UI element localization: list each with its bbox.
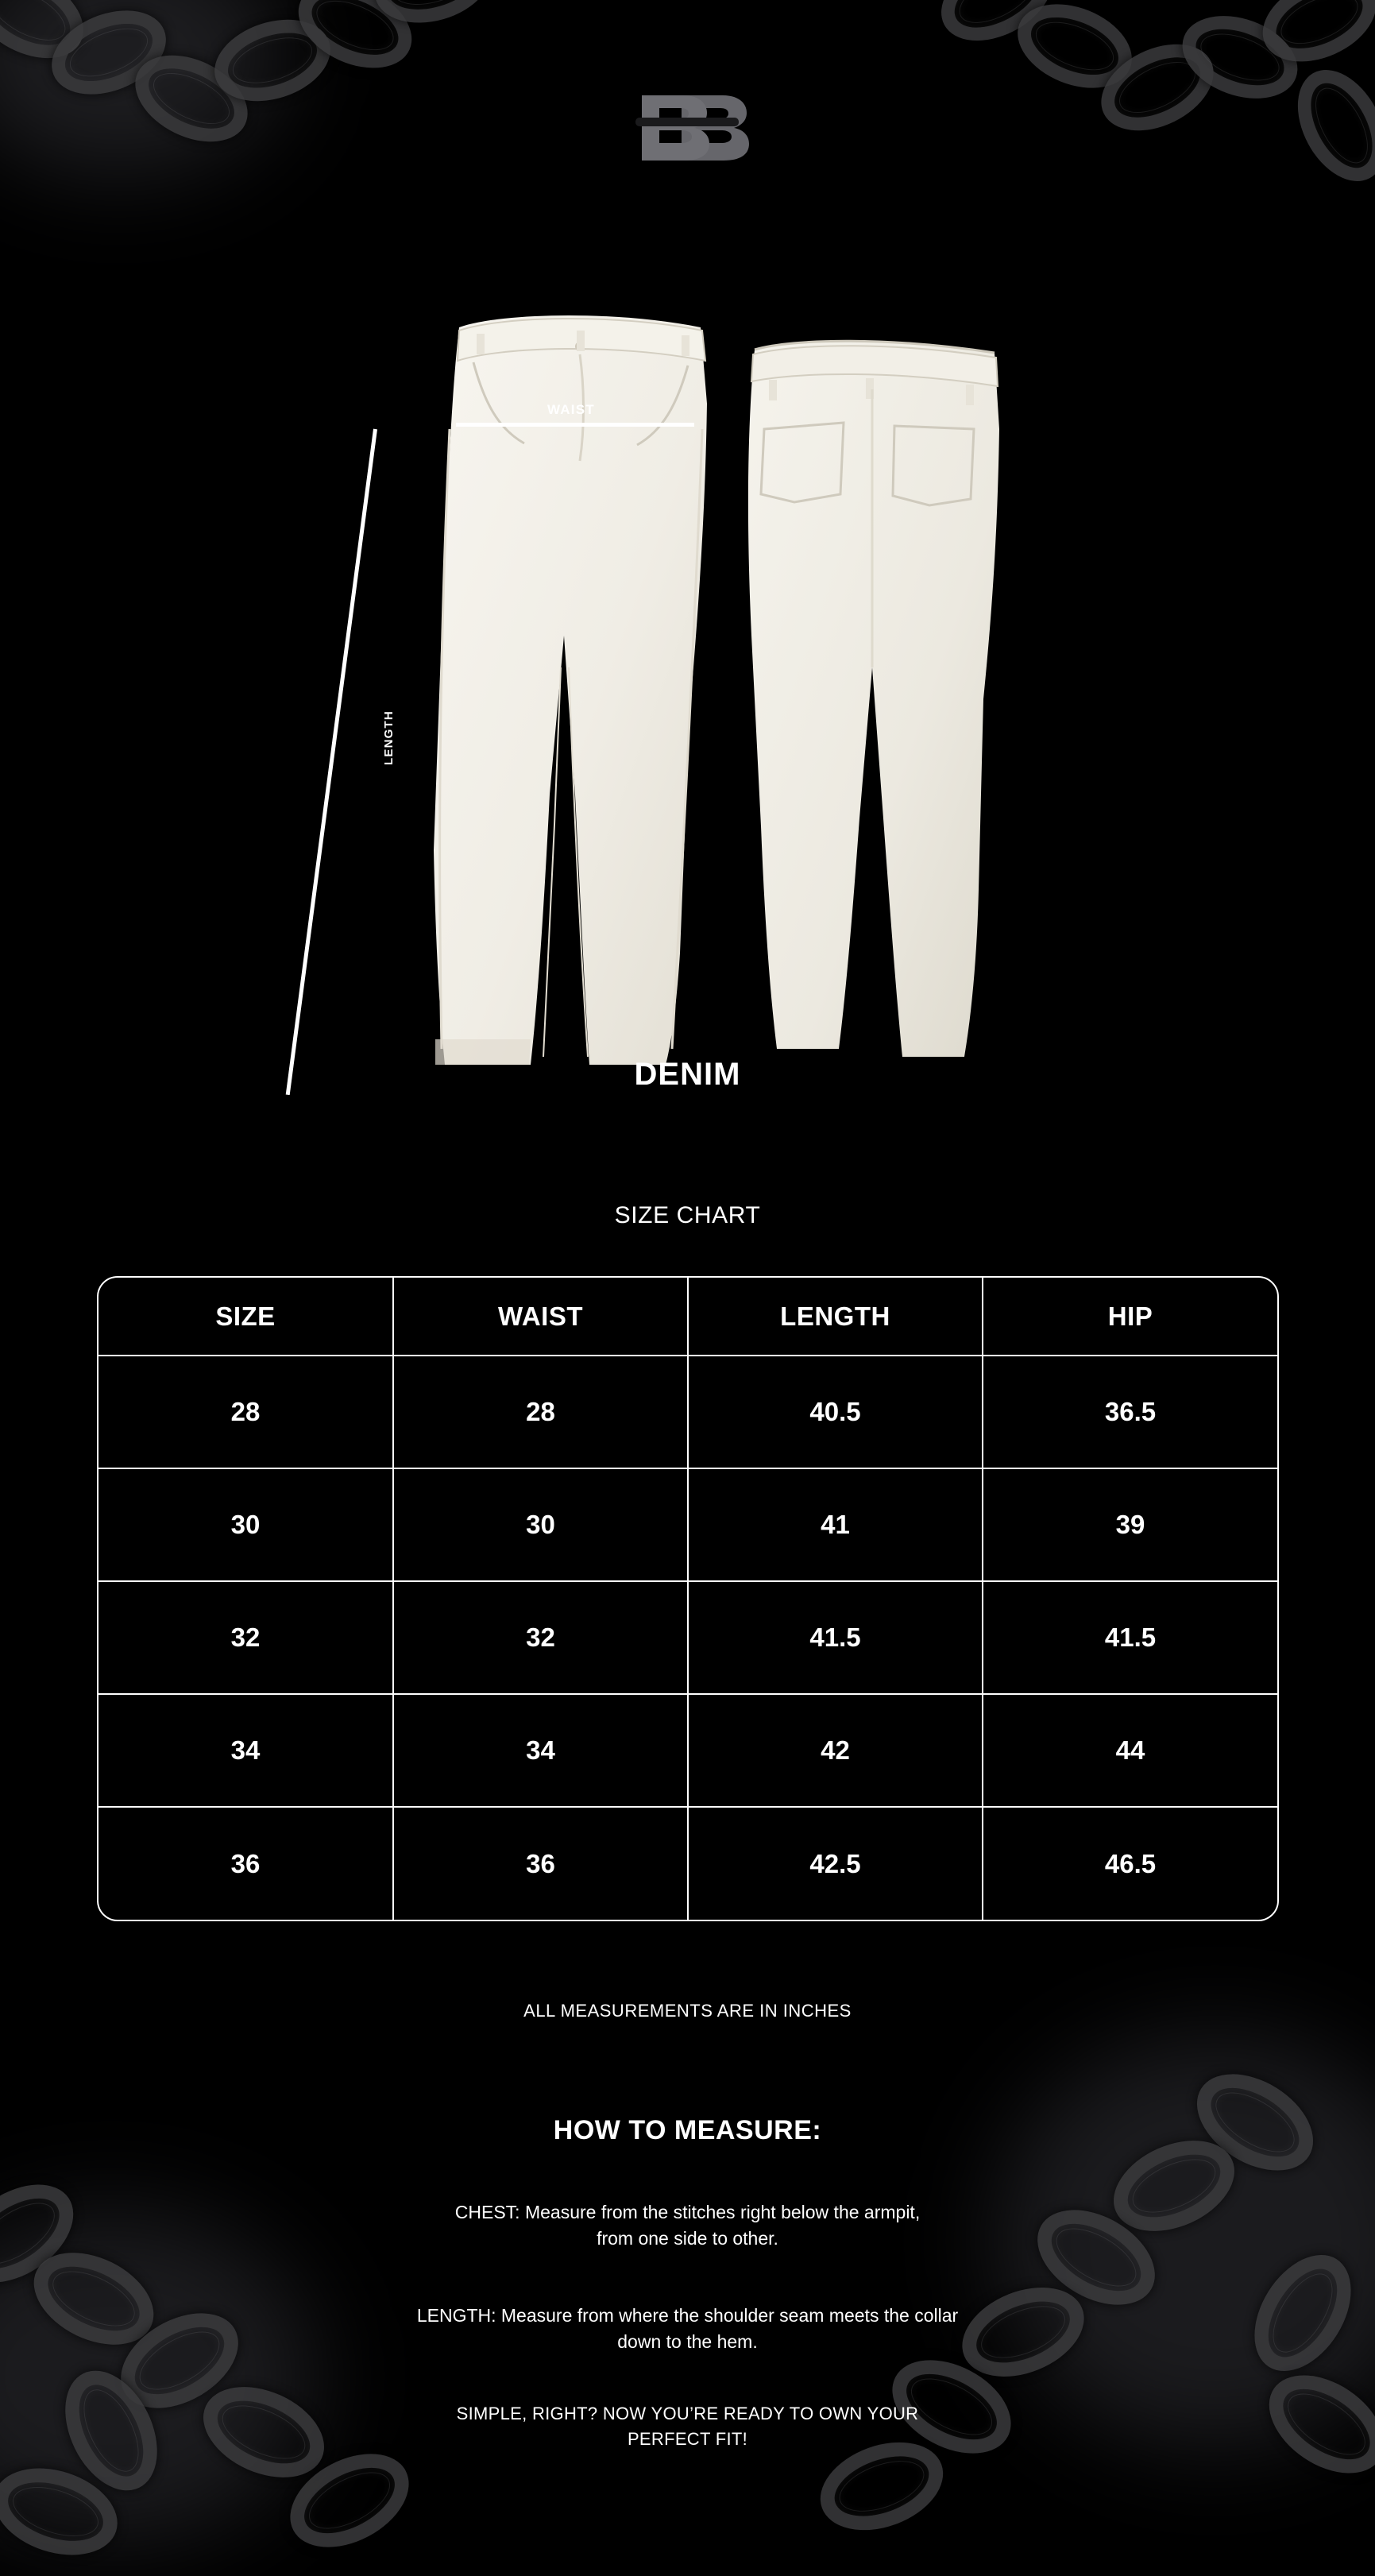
table-row	[98, 1807, 1277, 1920]
cell-hip: 39	[983, 1468, 1277, 1581]
column-header-waist: WAIST	[393, 1278, 688, 1356]
chest-line-2: from one side to other.	[597, 2228, 778, 2249]
column-header-length: LENGTH	[688, 1278, 983, 1356]
page-title: DENIM	[634, 1057, 741, 1092]
table-row	[98, 1581, 1277, 1694]
cell-size: 36	[98, 1807, 393, 1920]
cell-waist: 28	[393, 1356, 688, 1468]
size-chart-heading: SIZE CHART	[614, 1202, 761, 1228]
table-row	[98, 1468, 1277, 1581]
cell-waist: 34	[393, 1694, 688, 1807]
cell-size: 32	[98, 1581, 393, 1694]
cell-size: 28	[98, 1356, 393, 1468]
cell-waist: 32	[393, 1581, 688, 1694]
cell-hip: 36.5	[983, 1356, 1277, 1468]
jeans-back-icon	[748, 341, 999, 1057]
how-to-measure-title: HOW TO MEASURE:	[553, 2115, 822, 2145]
cell-length: 40.5	[688, 1356, 983, 1468]
bb-monogram-logo	[621, 86, 755, 161]
length-measure-label: LENGTH	[381, 710, 396, 765]
cell-waist: 30	[393, 1468, 688, 1581]
size-chart-table-wrapper	[97, 1276, 1279, 1921]
column-header-size: SIZE	[98, 1278, 393, 1356]
closing-line-2: PERFECT FIT!	[627, 2428, 748, 2449]
cell-length: 41.5	[688, 1581, 983, 1694]
closing-line-1: SIMPLE, RIGHT? NOW YOU’RE READY TO OWN YOUR	[456, 2404, 919, 2423]
column-header-hip: HIP	[983, 1278, 1277, 1356]
cell-hip: 46.5	[983, 1807, 1277, 1920]
product-illustration	[0, 191, 1375, 1065]
chest-line-1: CHEST: Measure from the stitches right below the armpit,	[454, 2202, 921, 2222]
cell-hip: 44	[983, 1694, 1277, 1807]
cell-waist: 36	[393, 1807, 688, 1920]
cell-length: 42.5	[688, 1807, 983, 1920]
waist-measure-line	[456, 423, 694, 427]
size-chart-table	[98, 1278, 1277, 1920]
table-row	[98, 1694, 1277, 1807]
measurement-units-note: ALL MEASUREMENTS ARE IN INCHES	[523, 2001, 852, 2021]
cell-hip: 41.5	[983, 1581, 1277, 1694]
length-line-2: down to the hem.	[617, 2331, 758, 2353]
how-to-measure-length	[0, 2303, 1375, 2356]
length-line-1: LENGTH: Measure from where the shoulder seam meets the collar	[416, 2305, 959, 2326]
cell-size: 34	[98, 1694, 393, 1807]
cell-size: 30	[98, 1468, 393, 1581]
jeans-front-icon	[434, 315, 707, 1065]
waist-measure-label: WAIST	[547, 402, 595, 417]
how-to-measure-chest	[0, 2199, 1375, 2253]
cell-length: 41	[688, 1468, 983, 1581]
brand-logo	[0, 86, 1375, 161]
cell-length: 42	[688, 1694, 983, 1807]
table-row	[98, 1356, 1277, 1468]
table-header-row	[98, 1278, 1277, 1356]
how-to-measure-closing	[0, 2401, 1375, 2452]
